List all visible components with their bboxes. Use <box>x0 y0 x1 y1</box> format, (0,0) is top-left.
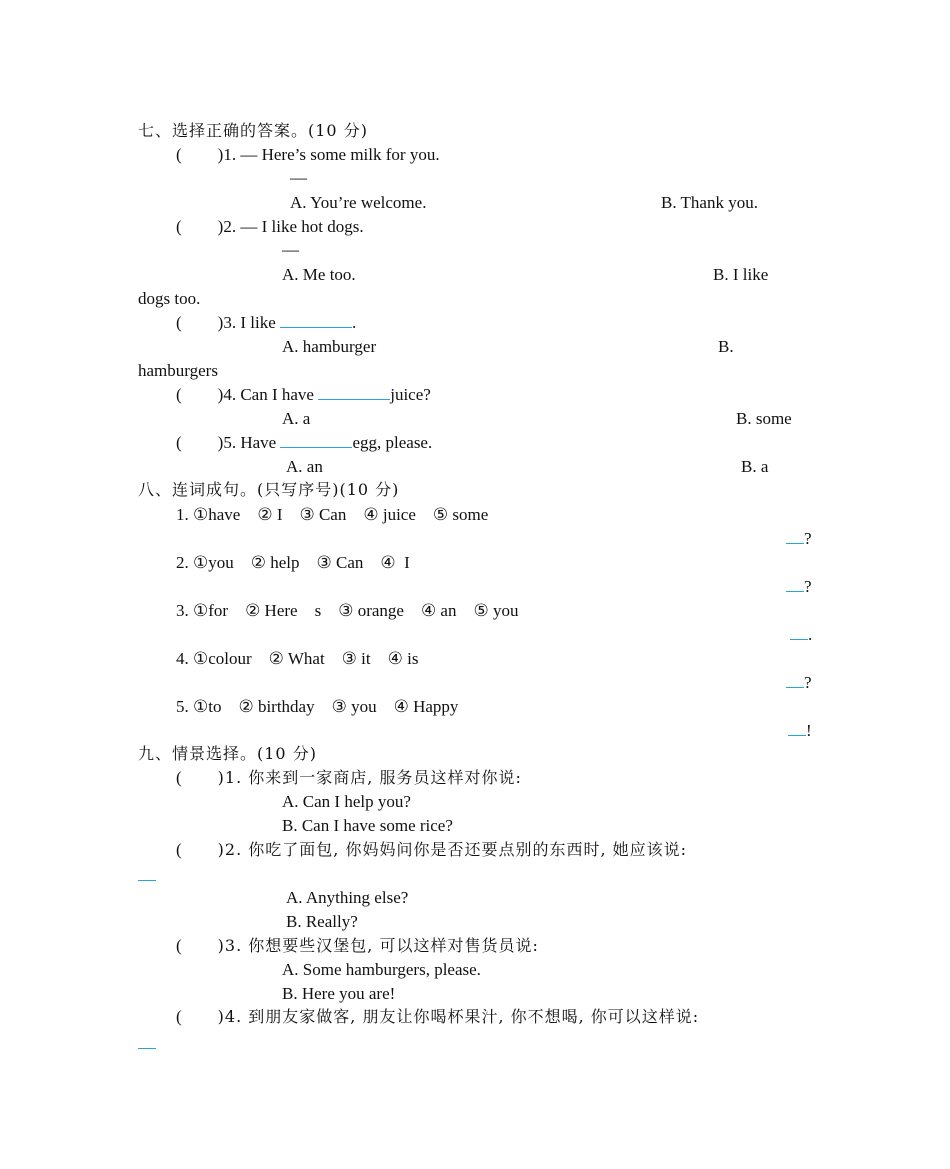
question-text-end: egg, please. <box>352 433 433 452</box>
question-text: )4. 到朋友家做客, 朋友让你喝杯果汁, 你不想喝, 你可以这样说: <box>217 1007 700 1026</box>
question-7-3 <box>176 313 356 333</box>
answer-line-4 <box>786 673 812 693</box>
word-order-item-3: 3. ①for ② Here s ③ orange ④ an ⑤ you <box>176 601 519 620</box>
option-a: A. hamburger <box>282 337 377 356</box>
option-a: A. a <box>282 409 311 428</box>
wrap-blank <box>138 1034 156 1054</box>
question-text-end: juice? <box>390 385 431 404</box>
fill-blank[interactable] <box>786 577 804 592</box>
answer-paren: ( <box>176 840 182 859</box>
option-a: A. Me too. <box>282 265 356 284</box>
question-7-2 <box>176 217 364 237</box>
question-7-1 <box>176 145 440 165</box>
option-a: A. Anything else? <box>286 888 409 907</box>
question-9-3 <box>176 936 539 956</box>
option-b-wrap: dogs too. <box>138 289 201 308</box>
fill-blank[interactable] <box>786 673 804 688</box>
answer-paren: ( <box>176 313 182 332</box>
end-punct: ? <box>804 673 812 692</box>
section-7-title: 七、选择正确的答案。(10 分) <box>138 121 368 140</box>
answer-line-3 <box>790 625 812 645</box>
fill-blank[interactable] <box>138 866 156 881</box>
fill-blank[interactable] <box>790 625 808 640</box>
fill-blank[interactable] <box>280 313 352 328</box>
end-punct: ! <box>806 721 812 740</box>
option-a: A. Can I help you? <box>282 792 411 811</box>
question-text: )5. Have <box>217 433 281 452</box>
fill-blank[interactable] <box>280 433 352 448</box>
question-text: )3. 你想要些汉堡包, 可以这样对售货员说: <box>217 936 539 955</box>
question-9-1 <box>176 768 522 788</box>
question-text-end: . <box>352 313 357 332</box>
end-punct: ? <box>804 529 812 548</box>
question-text: )1. 你来到一家商店, 服务员这样对你说: <box>217 768 522 787</box>
fill-blank[interactable] <box>138 1034 156 1049</box>
option-a: A. Some hamburgers, please. <box>282 960 481 979</box>
end-punct: . <box>808 625 813 644</box>
option-b: B. <box>718 337 734 356</box>
option-a: A. an <box>286 457 323 476</box>
question-text: )4. Can I have <box>217 385 319 404</box>
wrap-blank <box>138 866 156 886</box>
option-b: B. Really? <box>286 912 358 931</box>
option-b: B. Thank you. <box>661 193 758 212</box>
question-9-2 <box>176 840 687 860</box>
word-order-item-5: 5. ①to ② birthday ③ you ④ Happy <box>176 697 459 716</box>
answer-paren: ( <box>176 936 182 955</box>
end-punct: ? <box>804 577 812 596</box>
question-text: )2. — I like hot dogs. <box>217 217 364 236</box>
option-b: B. a <box>741 457 769 476</box>
reply-dash: — <box>282 240 299 259</box>
reply-dash: — <box>290 168 307 187</box>
answer-paren: ( <box>176 217 182 236</box>
word-order-item-1: 1. ①have ② I ③ Can ④ juice ⑤ some <box>176 505 489 524</box>
section-8-title: 八、连词成句。(只写序号)(10 分) <box>138 480 400 499</box>
question-7-4 <box>176 385 431 405</box>
answer-line-2 <box>786 577 812 597</box>
answer-line-1 <box>786 529 812 549</box>
fill-blank[interactable] <box>788 721 806 736</box>
section-9-title: 九、情景选择。(10 分) <box>138 744 317 763</box>
question-text: )3. I like <box>217 313 280 332</box>
question-text: )1. — Here’s some milk for you. <box>217 145 440 164</box>
word-order-item-2: 2. ①you ② help ③ Can ④ I <box>176 553 410 572</box>
option-b: B. some <box>736 409 792 428</box>
answer-paren: ( <box>176 145 182 164</box>
fill-blank[interactable] <box>786 529 804 544</box>
option-b-wrap: hamburgers <box>138 361 218 380</box>
answer-paren: ( <box>176 768 182 787</box>
option-a: A. You’re welcome. <box>290 193 427 212</box>
option-b: B. Here you are! <box>282 984 396 1003</box>
question-text: )2. 你吃了面包, 你妈妈问你是否还要点别的东西时, 她应该说: <box>217 840 688 859</box>
question-9-4 <box>176 1007 699 1027</box>
option-b: B. Can I have some rice? <box>282 816 453 835</box>
answer-paren: ( <box>176 1007 182 1026</box>
fill-blank[interactable] <box>318 385 390 400</box>
question-7-5 <box>176 433 432 453</box>
option-b: B. I like <box>713 265 769 284</box>
answer-paren: ( <box>176 385 182 404</box>
answer-line-5 <box>788 721 812 741</box>
answer-paren: ( <box>176 433 182 452</box>
word-order-item-4: 4. ①colour ② What ③ it ④ is <box>176 649 419 668</box>
